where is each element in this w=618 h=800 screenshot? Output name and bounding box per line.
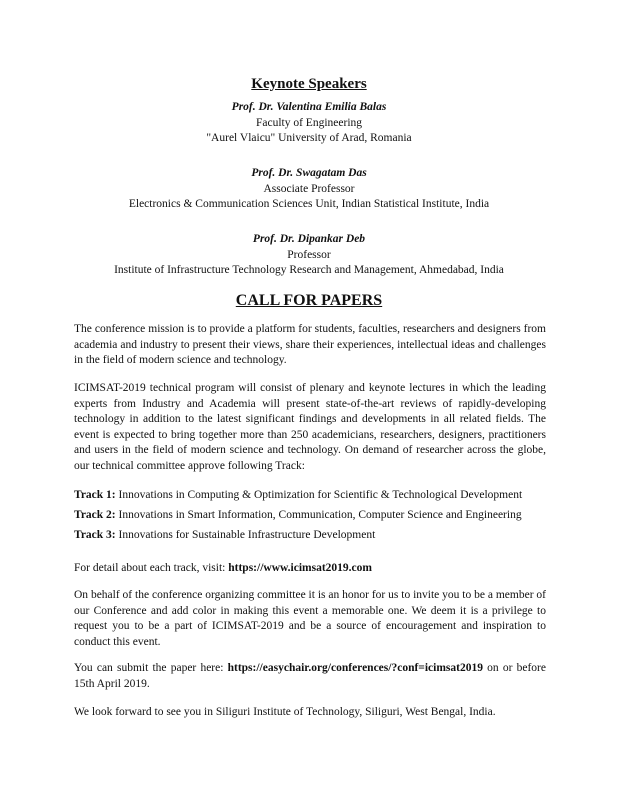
detail-line [74,561,546,577]
keynote-heading: Keynote Speakers [251,76,367,92]
program-paragraph: ICIMSAT-2019 technical program will consist of plenary and keynote lectures in which the leading experts from Industry and Academia will present state-of-the-art reviews of rapidly-developing technology in addition to the latest significant findings and developments in all related fields. The event is expected to bring together more than 250 academicians, researchers, designers, practitioners and users in the field of modern science and technology. On demand of researcher across the globe, our technical committee approve following Track: [74,382,546,472]
mission-paragraph: The conference mission is to provide a platform for students, faculties, researchers and designers from academia and industry to present their views, share their experiences, intellectual ideas and challenges in the field of modern science and technology. [74,323,546,367]
speaker-name: Prof. Dr. Swagatam Das [251,167,367,179]
submission-text: You can submit the paper here: [74,662,228,674]
speaker-affiliation: Institute of Infrastructure Technology Research and Management, Ahmedabad, India [114,264,504,276]
track-label: Track 2: [74,509,116,521]
track-text: Innovations in Smart Information, Communication, Computer Science and Engineering [118,509,522,521]
speaker-name: Prof. Dr. Valentina Emilia Balas [231,101,387,113]
speaker-block [0,100,618,147]
speaker-affiliation: Faculty of Engineering [255,116,363,129]
track-text: Innovations for Sustainable Infrastructure Development [118,529,376,541]
speaker-affiliation: Associate Professor [263,182,355,195]
speaker-affiliation: Professor [287,248,331,261]
track-item [74,488,554,503]
closing-line: We look forward to see you in Siliguri Institute of Technology, Siliguri, West Bengal, India. [74,706,496,718]
deadline-text: on or before 15th April 2019. [74,662,546,690]
call-for-papers-heading: CALL FOR PAPERS [235,292,383,309]
speaker-affiliation: Electronics & Communication Sciences Unit, Indian Statistical Institute, India [128,198,490,210]
submission-paragraph [74,661,546,692]
track-label: Track 3: [74,529,116,541]
speaker-name: Prof. Dr. Dipankar Deb [252,233,366,245]
detail-text: For detail about each track, visit: [74,562,229,574]
track-text: Innovations in Computing & Optimization for Scientific & Technological Development [118,489,523,501]
track-item [74,528,554,543]
easychair-link[interactable]: https://easychair.org/conferences/?conf=icimsat2019 [227,662,483,674]
speaker-block [0,232,618,279]
track-item [74,508,554,523]
invitation-paragraph: On behalf of the conference organizing committee it is an honor for us to invite you to be a member of our Conference and add color in making this event a memorable one. We deem it is a privilege to request you to be a part of ICIMSAT-2019 and be a source of encouragement and inspiration to conduct this event. [74,589,546,648]
speaker-block [0,166,618,213]
website-link[interactable]: https://www.icimsat2019.com [228,562,372,574]
speaker-affiliation: "Aurel Vlaicu" University of Arad, Romania [206,132,412,144]
track-label: Track 1: [74,489,116,501]
